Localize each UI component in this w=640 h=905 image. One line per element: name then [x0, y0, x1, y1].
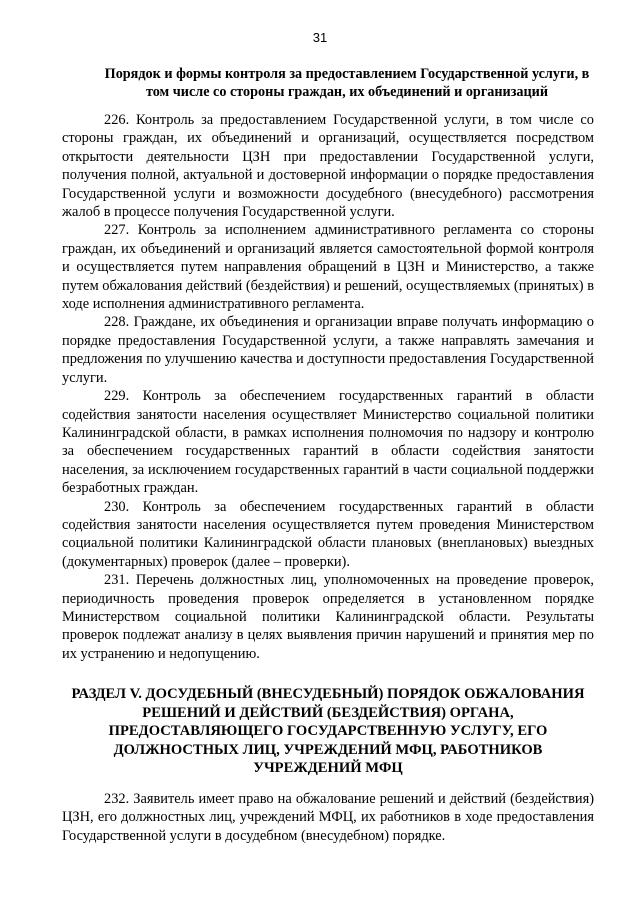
subsection-heading: Порядок и формы контроля за предоставлением Государственной услуги, в том числе со стороны граждан, их объединений и организаций — [104, 66, 590, 100]
section-title-line: ПРЕДОСТАВЛЯЮЩЕГО ГОСУДАРСТВЕННУЮ УСЛУГУ, ЕГО — [108, 723, 548, 739]
paragraph-227: 227. Контроль за исполнением административного регламента со стороны граждан, их объединений и организаций является самостоятельной формой контроля и осуществляется путем направления обращений в ЦЗН и Министерство, а также путем обжалования действий (бездействия) и решений, осуществляемых (принятых) в ходе исполнения административного регламента. — [62, 222, 594, 313]
paragraph-230: 230. Контроль за обеспечением государственных гарантий в области содействия занятости населения осуществляется путем проведения Министерством социальной политики Калининградской области плановых (внеплановых) выездных (документарных) проверок (далее – проверки). — [62, 498, 594, 570]
section-title — [62, 685, 594, 778]
paragraph-226: 226. Контроль за предоставлением Государственной услуги, в том числе со стороны граждан, их объединений и организаций, осуществляется посредством открытости деятельности ЦЗН при предоставлении Государственной услуги, получения полной, актуальной и достоверной информации о порядке предоставления Государственной услуги и возможности досудебного (внесудебного) рассмотрения жалоб в процессе получения Государственной услуги. — [62, 112, 594, 221]
section-title-line: ДОЛЖНОСТНЫХ ЛИЦ, УЧРЕЖДЕНИЙ МФЦ, РАБОТНИКОВ — [113, 741, 543, 758]
section-title-line: РАЗДЕЛ V. ДОСУДЕБНЫЙ (ВНЕСУДЕБНЫЙ) ПОРЯДОК ОБЖАЛОВАНИЯ — [71, 686, 585, 702]
paragraph-232: 232. Заявитель имеет право на обжалование решений и действий (бездействия) ЦЗН, его должностных лиц, учреждений МФЦ, их работников в ходе предоставления Государственной услуги в досудебном (внесудебном) порядке. — [62, 791, 594, 844]
section-title-line: РЕШЕНИЙ И ДЕЙСТВИЙ (БЕЗДЕЙСТВИЯ) ОРГАНА, — [142, 704, 514, 721]
final-paragraph-block — [62, 790, 594, 845]
paragraph-231: 231. Перечень должностных лиц, уполномоченных на проведение проверок, периодичность проведения проверок определяется в установленном порядке Министерством социальной политики Калининградской области. Результаты проверок подлежат анализу в целях выявления причин нарушений и принятия мер по их устранению и недопущению. — [62, 572, 594, 662]
paragraphs-block — [62, 111, 594, 663]
section-title-line: УЧРЕЖДЕНИЙ МФЦ — [253, 760, 403, 776]
paragraph-228: 228. Граждане, их объединения и организации вправе получать информацию о порядке предоставления Государственной услуги, а также направлять замечания и предложения по улучшению качества и доступности предоставления Государственной услуги. — [62, 314, 594, 386]
paragraph-229: 229. Контроль за обеспечением государственных гарантий в области содействия занятости населения осуществляет Министерство социальной политики Калининградской области, в рамках исполнения полномочия по надзору и контролю за обеспечением государственных гарантий в области содействия занятости населения, за исключением государственных гарантий в части социальной поддержки безработных граждан. — [62, 388, 594, 497]
page-number: 31 — [312, 30, 328, 45]
